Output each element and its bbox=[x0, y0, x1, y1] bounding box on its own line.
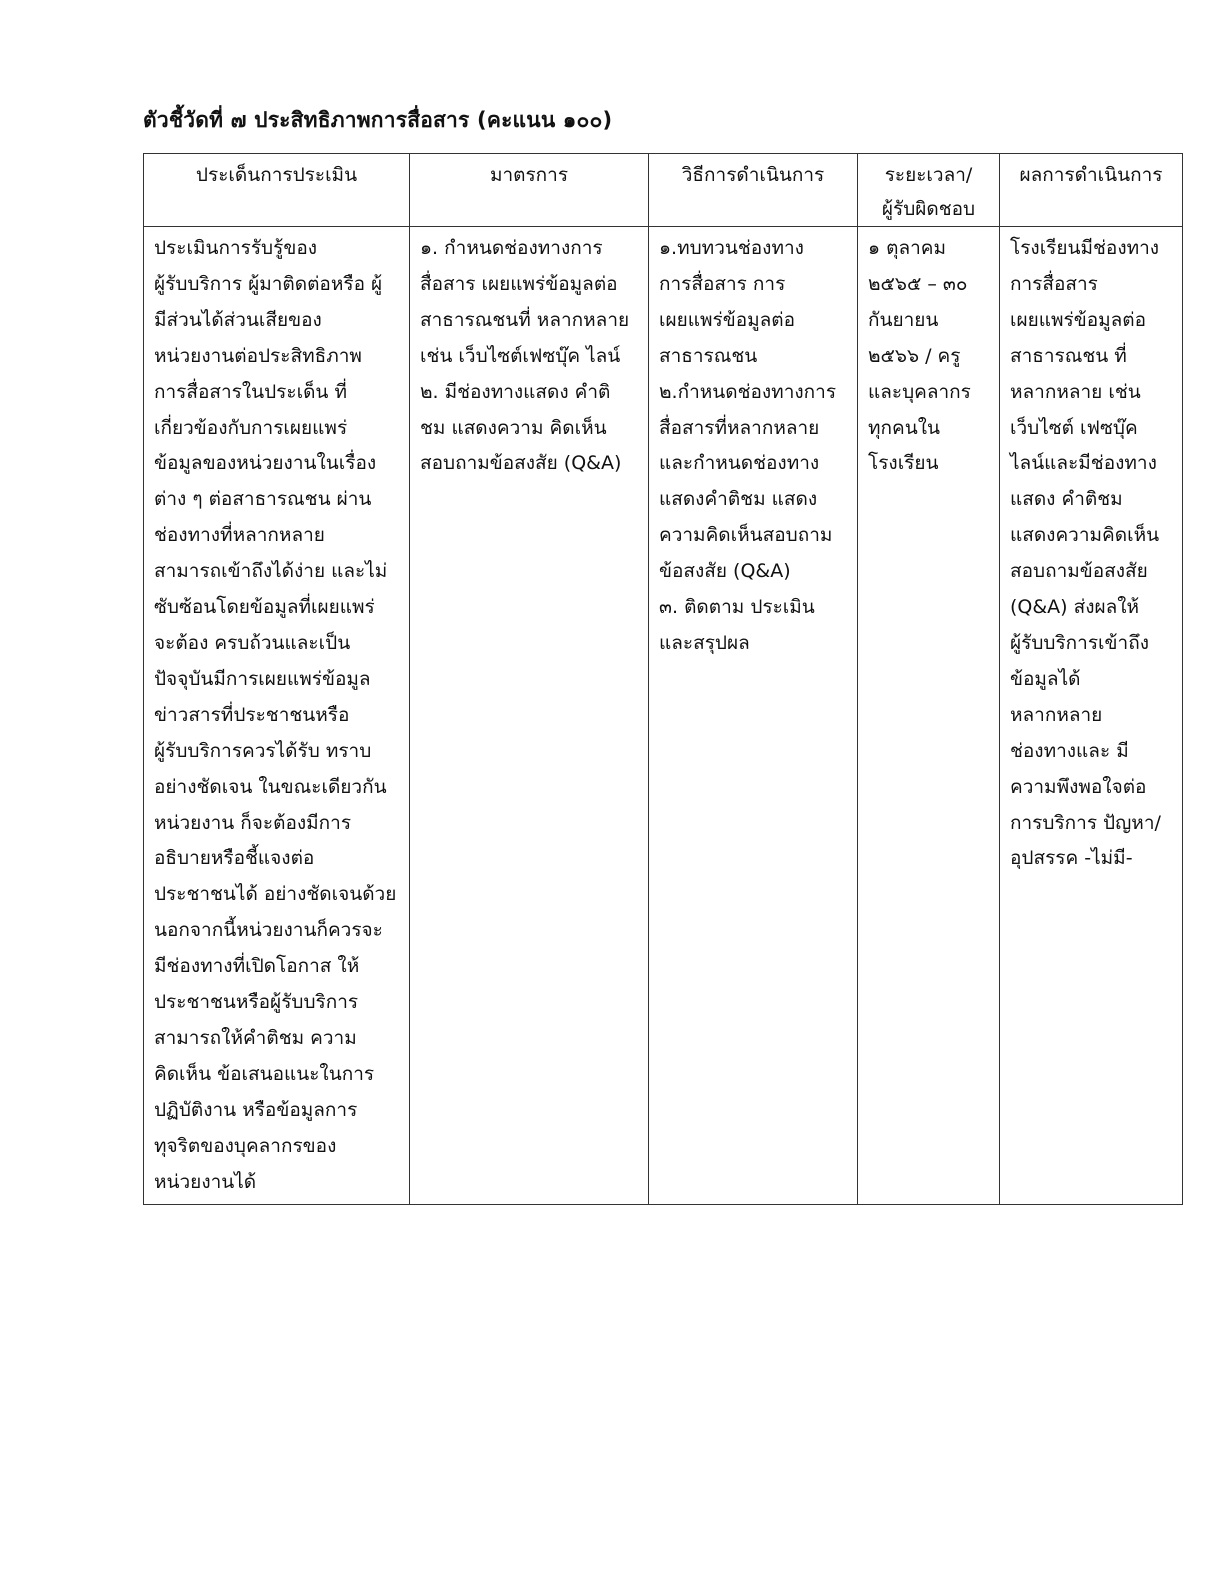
cell-results bbox=[1000, 227, 1183, 1205]
cell-text-line: ๑ ตุลาคม bbox=[868, 237, 946, 259]
cell-text-line: เว็บไซต์ เฟซบุ๊ค bbox=[1010, 416, 1138, 439]
cell-text-line: และบุคลากร bbox=[868, 380, 971, 403]
table-row bbox=[144, 227, 1183, 1205]
cell-text-line: ความพึงพอใจต่อ bbox=[1010, 775, 1147, 798]
cell-text-line: ๒. มีช่องทางแสดง คำติ bbox=[420, 380, 611, 403]
cell-text-line: ๒๕๖๖ / ครู bbox=[868, 344, 961, 367]
evaluation-table bbox=[143, 153, 1183, 1205]
cell-text-line: (Q&A) ส่งผลให้ bbox=[1010, 596, 1140, 619]
cell-text-line: ชม แสดงความ คิดเห็น bbox=[420, 416, 607, 439]
header-label: มาตรการ bbox=[489, 164, 569, 186]
cell-text-line: การสื่อสาร bbox=[1010, 272, 1098, 295]
cell-text-line: ช่องทางและ มี bbox=[1010, 739, 1129, 762]
cell-text-line: นอกจากนี้หน่วยงานก็ควรจะ bbox=[154, 919, 383, 942]
cell-text-line: ๑.ทบทวนช่องทาง bbox=[659, 237, 804, 259]
cell-text-line: ต่าง ๆ ต่อสาธารณชน ผ่าน bbox=[154, 488, 372, 511]
cell-text-line: แสดงความคิดเห็น bbox=[1010, 524, 1160, 547]
cell-text-line: สาธารณชน ที่ bbox=[1010, 344, 1127, 367]
cell-text-line: อุปสรรค -ไม่มี- bbox=[1010, 847, 1133, 870]
cell-text-line: ช่องทางที่หลากหลาย bbox=[154, 524, 325, 547]
cell-text-line: ประชาชนหรือผู้รับบริการ bbox=[154, 991, 359, 1014]
header-methods bbox=[649, 154, 858, 227]
header-results bbox=[1000, 154, 1183, 227]
cell-text-line: มีช่องทางที่เปิดโอกาส ให้ bbox=[154, 955, 360, 978]
header-measures bbox=[410, 154, 649, 227]
cell-text-line: เผยแพร่ข้อมูลต่อ bbox=[659, 308, 796, 331]
cell-text-line: หน่วยงานต่อประสิทธิภาพ bbox=[154, 344, 362, 367]
cell-text-line: โรงเรียนมีช่องทาง bbox=[1010, 237, 1160, 259]
cell-text-line: เกี่ยวข้องกับการเผยแพร่ bbox=[154, 416, 348, 439]
header-period-responsible bbox=[858, 154, 1000, 227]
cell-text-line: ๒.กำหนดช่องทางการ bbox=[659, 380, 837, 403]
cell-period-responsible bbox=[858, 227, 1000, 1205]
document-title: ตัวชี้วัดที่ ๗ ประสิทธิภาพการสื่อสาร (คะแนน ๑๐๐) bbox=[143, 108, 613, 132]
cell-text-line: ผู้รับบริการควรได้รับ ทราบ bbox=[154, 739, 372, 762]
cell-text-line: ซับซ้อนโดยข้อมูลที่เผยแพร่ bbox=[154, 596, 375, 619]
cell-assessment-issue bbox=[144, 227, 410, 1205]
cell-measures bbox=[410, 227, 649, 1205]
cell-text-line: แสดงคำติชม แสดง bbox=[659, 488, 818, 511]
cell-text-line: สามารถให้คำติชม ความ bbox=[154, 1026, 357, 1049]
header-label: ประเด็นการประเมิน bbox=[195, 164, 358, 186]
cell-text-line: ปฏิบัติงาน หรือข้อมูลการ bbox=[154, 1098, 358, 1121]
header-assessment-issue bbox=[144, 154, 410, 227]
cell-text-line: ผู้รับบริการเข้าถึง bbox=[1010, 631, 1149, 654]
cell-text-line: สาธารณชน bbox=[659, 344, 758, 367]
cell-text-line: หน่วยงานได้ bbox=[154, 1170, 257, 1193]
table-header-row bbox=[144, 154, 1183, 227]
cell-text-line: จะต้อง ครบถ้วนและเป็น bbox=[154, 631, 351, 654]
header-label: ระยะเวลา/ bbox=[884, 164, 973, 186]
cell-text-line: ปัจจุบันมีการเผยแพร่ข้อมูล bbox=[154, 667, 371, 690]
cell-text-line: อย่างชัดเจน ในขณะเดียวกัน bbox=[154, 775, 387, 798]
cell-text-line: เผยแพร่ข้อมูลต่อ bbox=[1010, 308, 1147, 331]
cell-text-line: การสื่อสาร การ bbox=[659, 272, 786, 295]
cell-text-line: สื่อสาร เผยแพร่ข้อมูลต่อ bbox=[420, 272, 618, 295]
cell-text-line: ๒๕๖๕ – ๓๐ bbox=[868, 272, 968, 295]
cell-text-line: และกำหนดช่องทาง bbox=[659, 452, 820, 475]
cell-text-line: ไลน์และมีช่องทาง bbox=[1010, 452, 1157, 475]
cell-text-line: ประชาชนได้ อย่างชัดเจนด้วย bbox=[154, 883, 397, 906]
cell-text-line: เช่น เว็บไซต์เฟซบุ๊ค ไลน์ bbox=[420, 344, 621, 367]
cell-text-line: การบริการ ปัญหา/ bbox=[1010, 811, 1161, 834]
cell-text-line: ประเมินการรับรู้ของ bbox=[154, 237, 318, 259]
cell-text-line: สาธารณชนที่ หลากหลาย bbox=[420, 308, 630, 331]
cell-text-line: ผู้รับบริการ ผู้มาติดต่อหรือ ผู้ bbox=[154, 272, 383, 295]
cell-text-line: ทุกคนใน bbox=[868, 416, 940, 439]
cell-text-line: แสดง คำติชม bbox=[1010, 488, 1123, 511]
cell-text-line: อธิบายหรือชี้แจงต่อ bbox=[154, 847, 315, 870]
cell-text-line: หลากหลาย bbox=[1010, 703, 1103, 726]
cell-text-line: หน่วยงาน ก็จะต้องมีการ bbox=[154, 811, 352, 834]
cell-text-line: หลากหลาย เช่น bbox=[1010, 380, 1141, 403]
cell-text-line: โรงเรียน bbox=[868, 452, 939, 475]
cell-text-line: ข้อมูลได้ bbox=[1010, 667, 1081, 690]
cell-methods bbox=[649, 227, 858, 1205]
cell-text-line: ข้อสงสัย (Q&A) bbox=[659, 560, 791, 583]
cell-text-line: สามารถเข้าถึงได้ง่าย และไม่ bbox=[154, 560, 388, 583]
cell-text-line: สอบถามข้อสงสัย bbox=[1010, 560, 1148, 583]
cell-text-line: สื่อสารที่หลากหลาย bbox=[659, 416, 820, 439]
cell-text-line: ๓. ติดตาม ประเมิน bbox=[659, 596, 815, 619]
cell-text-line: มีส่วนได้ส่วนเสียของ bbox=[154, 308, 322, 331]
cell-text-line: การสื่อสารในประเด็น ที่ bbox=[154, 380, 347, 403]
cell-text-line: กันยายน bbox=[868, 308, 939, 331]
header-label: ผู้รับผิดชอบ bbox=[881, 198, 976, 220]
cell-text-line: คิดเห็น ข้อเสนอแนะในการ bbox=[154, 1062, 375, 1085]
cell-text-line: สอบถามข้อสงสัย (Q&A) bbox=[420, 452, 622, 475]
cell-text-line: ข่าวสารที่ประชาชนหรือ bbox=[154, 703, 350, 726]
cell-text-line: ทุจริตของบุคลากรของ bbox=[154, 1134, 337, 1157]
cell-text-line: ความคิดเห็นสอบถาม bbox=[659, 524, 833, 547]
cell-text-line: และสรุปผล bbox=[659, 631, 750, 654]
cell-text-line: ข้อมูลของหน่วยงานในเรื่อง bbox=[154, 452, 377, 475]
header-label: วิธีการดำเนินการ bbox=[681, 164, 825, 186]
header-label: ผลการดำเนินการ bbox=[1019, 164, 1163, 186]
cell-text-line: ๑. กำหนดช่องทางการ bbox=[420, 237, 603, 259]
